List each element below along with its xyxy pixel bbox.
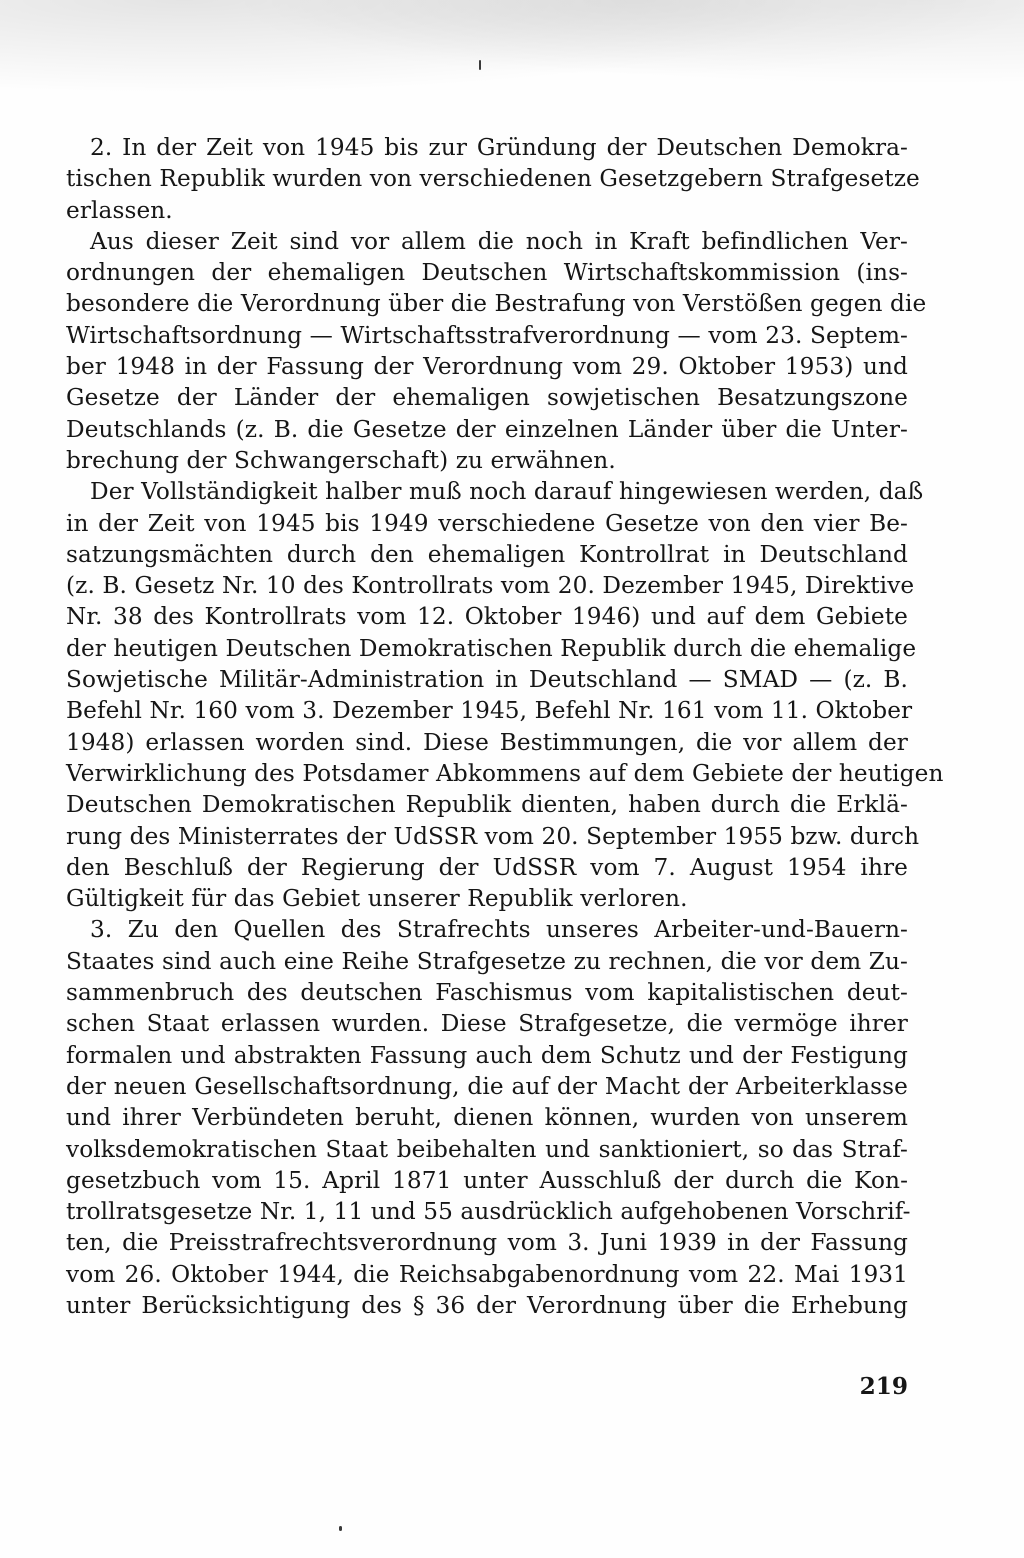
text-line: Gesetze der Länder der ehemaligen sowjetischen Besatzungszone [66, 384, 908, 412]
text-line: Staates sind auch eine Reihe Strafgesetze zu rechnen, die vor dem Zu- [66, 947, 908, 975]
text-line: vom 26. Oktober 1944, die Reichsabgabenordnung vom 22. Mai 1931 [66, 1260, 908, 1288]
text-line: unter Berücksichtigung des § 36 der Verordnung über die Erhebung [66, 1291, 908, 1319]
text-line: ordnungen der ehemaligen Deutschen Wirtschaftskommission (ins- [66, 259, 908, 287]
text-line: brechung der Schwangerschaft) zu erwähnen. [66, 446, 616, 474]
text-line: Deutschen Demokratischen Republik dienten, haben durch die Erklä- [66, 791, 908, 819]
text-line: volksdemokratischen Staat beibehalten und sanktioniert, so das Straf- [66, 1135, 908, 1163]
text-line: erlassen. [66, 196, 173, 224]
text-line: (z. B. Gesetz Nr. 10 des Kontrollrats vom 20. Dezember 1945, Direktive [66, 572, 915, 600]
scan-shadow [0, 0, 1024, 120]
text-line: rung des Ministerrates der UdSSR vom 20. September 1955 bzw. durch [66, 822, 920, 850]
text-line: Verwirklichung des Potsdamer Abkommens auf dem Gebiete der heutigen [66, 759, 944, 787]
text-line: und ihrer Verbündeten beruht, dienen können, wurden von unserem [66, 1104, 908, 1132]
text-line: der neuen Gesellschaftsordnung, die auf der Macht der Arbeiterklasse [66, 1072, 908, 1100]
scan-speck [479, 60, 481, 70]
text-line: Sowjetische Militär-Administration in Deutschland — SMAD — (z. B. [66, 666, 908, 694]
text-line: Gültigkeit für das Gebiet unserer Republik verloren. [66, 885, 688, 913]
text-line: trollratsgesetze Nr. 1, 11 und 55 ausdrücklich aufgehobenen Vorschrif- [66, 1198, 911, 1226]
text-line: gesetzbuch vom 15. April 1871 unter Ausschluß der durch die Kon- [66, 1166, 908, 1194]
text-line: Aus dieser Zeit sind vor allem die noch in Kraft befindlichen Ver- [90, 227, 908, 255]
text-line: 1948) erlassen worden sind. Diese Bestimmungen, die vor allem der [66, 728, 908, 756]
text-line: Wirtschaftsordnung — Wirtschaftsstrafverordnung — vom 23. Septem- [66, 321, 908, 349]
text-line: ten, die Preisstrafrechtsverordnung vom 3. Juni 1939 in der Fassung [66, 1229, 908, 1257]
text-line: ber 1948 in der Fassung der Verordnung vom 29. Oktober 1953) und [66, 353, 908, 381]
text-line: satzungsmächten durch den ehemaligen Kontrollrat in Deutschland [66, 540, 908, 568]
text-line: Befehl Nr. 160 vom 3. Dezember 1945, Befehl Nr. 161 vom 11. Oktober [66, 697, 913, 725]
text-line: tischen Republik wurden von verschiedenen Gesetzgebern Strafgesetze [66, 165, 920, 193]
text-line: den Beschluß der Regierung der UdSSR vom 7. August 1954 ihre [66, 853, 908, 881]
page-number: 219 [859, 1373, 908, 1400]
text-line: schen Staat erlassen wurden. Diese Strafgesetze, die vermöge ihrer [66, 1010, 908, 1038]
text-line: Nr. 38 des Kontrollrats vom 12. Oktober 1946) und auf dem Gebiete [66, 603, 908, 631]
text-line: in der Zeit von 1945 bis 1949 verschiedene Gesetze von den vier Be- [66, 509, 908, 537]
scan-speck [339, 1526, 342, 1531]
text-line: 3. Zu den Quellen des Strafrechts unseres Arbeiter-und-Bauern- [90, 916, 908, 944]
body-text [66, 132, 944, 1321]
text-line: besondere die Verordnung über die Bestrafung von Verstößen gegen die [66, 290, 927, 318]
text-line: sammenbruch des deutschen Faschismus vom kapitalistischen deut- [66, 979, 908, 1007]
text-line: 2. In der Zeit von 1945 bis zur Gründung der Deutschen Demokra- [90, 134, 908, 161]
text-line: Der Vollständigkeit halber muß noch darauf hingewiesen werden, daß [90, 478, 924, 506]
text-line: der heutigen Deutschen Demokratischen Republik durch die ehemalige [66, 634, 917, 662]
text-line: formalen und abstrakten Fassung auch dem Schutz und der Festigung [66, 1041, 908, 1069]
text-line: Deutschlands (z. B. die Gesetze der einzelnen Länder über die Unter- [66, 415, 908, 443]
